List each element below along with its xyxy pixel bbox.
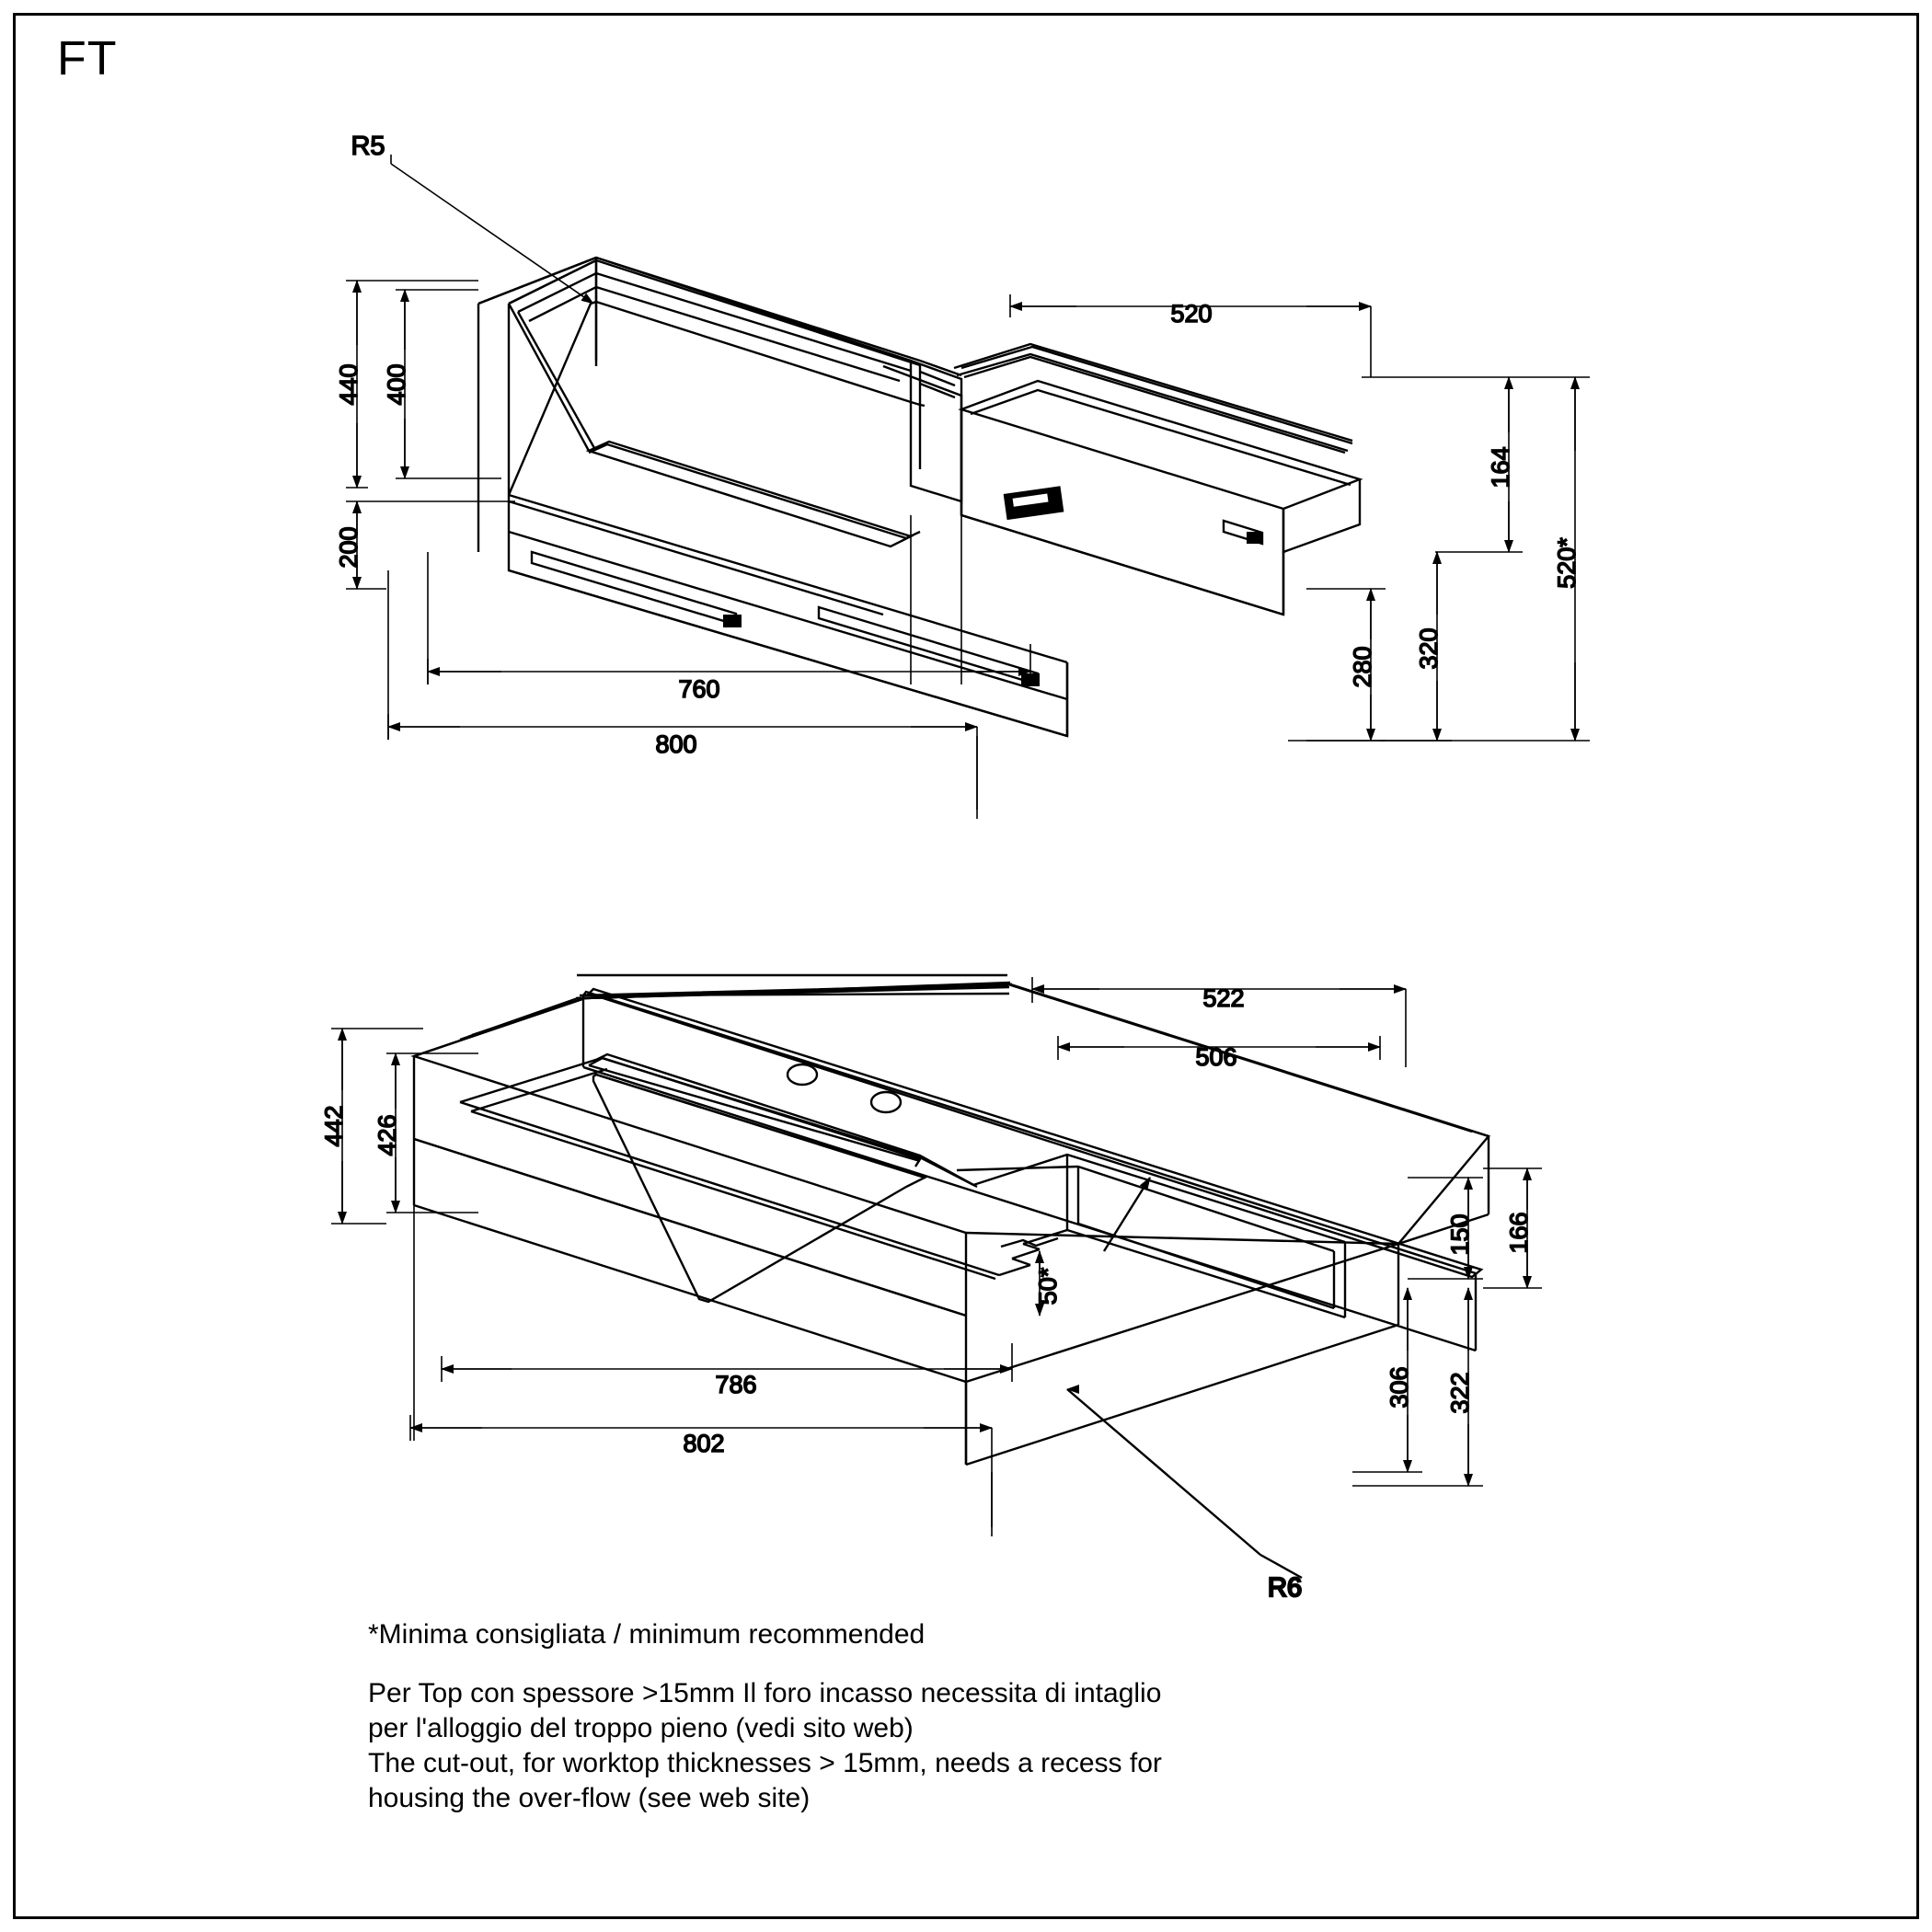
dim-top-760: 760 [678, 675, 720, 703]
dim-label-R5: R5 [351, 132, 385, 161]
dim-bot-802: 802 [683, 1430, 725, 1457]
dim-top-800: 800 [655, 730, 697, 758]
dim-top-520-star: 520* [1553, 537, 1581, 589]
dim-top-400: 400 [383, 363, 410, 406]
worktop-cutout-geometry [414, 975, 1489, 1603]
sink-bowl-geometry [478, 258, 1360, 736]
dim-top-440: 440 [335, 363, 362, 406]
note-line-1: *Minima consigliata / minimum recommended [368, 1619, 926, 1650]
dim-bot-506: 506 [1195, 1043, 1237, 1071]
dim-bot-426: 426 [374, 1114, 401, 1156]
dim-bot-322: 322 [1446, 1372, 1474, 1414]
dim-top-280: 280 [1349, 646, 1376, 688]
note-spacer [368, 1652, 1564, 1676]
dim-bot-50-star: 50* [1034, 1267, 1062, 1305]
dim-bot-786: 786 [715, 1371, 757, 1398]
dim-bot-166: 166 [1505, 1212, 1533, 1254]
dim-bot-442: 442 [320, 1105, 348, 1147]
dim-bot-150: 150 [1446, 1213, 1474, 1256]
note-line-5: housing the over-flow (see web site) [368, 1783, 811, 1813]
dim-top-520: 520 [1170, 300, 1213, 328]
dim-bot-522: 522 [1202, 984, 1245, 1012]
dim-top-320: 320 [1415, 627, 1443, 670]
note-line-3: per l'alloggio del troppo pieno (vedi sito web) [368, 1713, 914, 1743]
page-title: FT [57, 32, 118, 86]
dim-bot-306: 306 [1386, 1366, 1413, 1409]
dim-top-164: 164 [1487, 446, 1514, 489]
dim-top-200: 200 [335, 526, 362, 569]
note-line-4: The cut-out, for worktop thicknesses > 15mm, needs a recess for [368, 1748, 1162, 1778]
dim-label-R6: R6 [1268, 1573, 1303, 1603]
notes-block [368, 1617, 1564, 1816]
note-line-2: Per Top con spessore >15mm Il foro incasso necessita di intaglio [368, 1678, 1162, 1708]
